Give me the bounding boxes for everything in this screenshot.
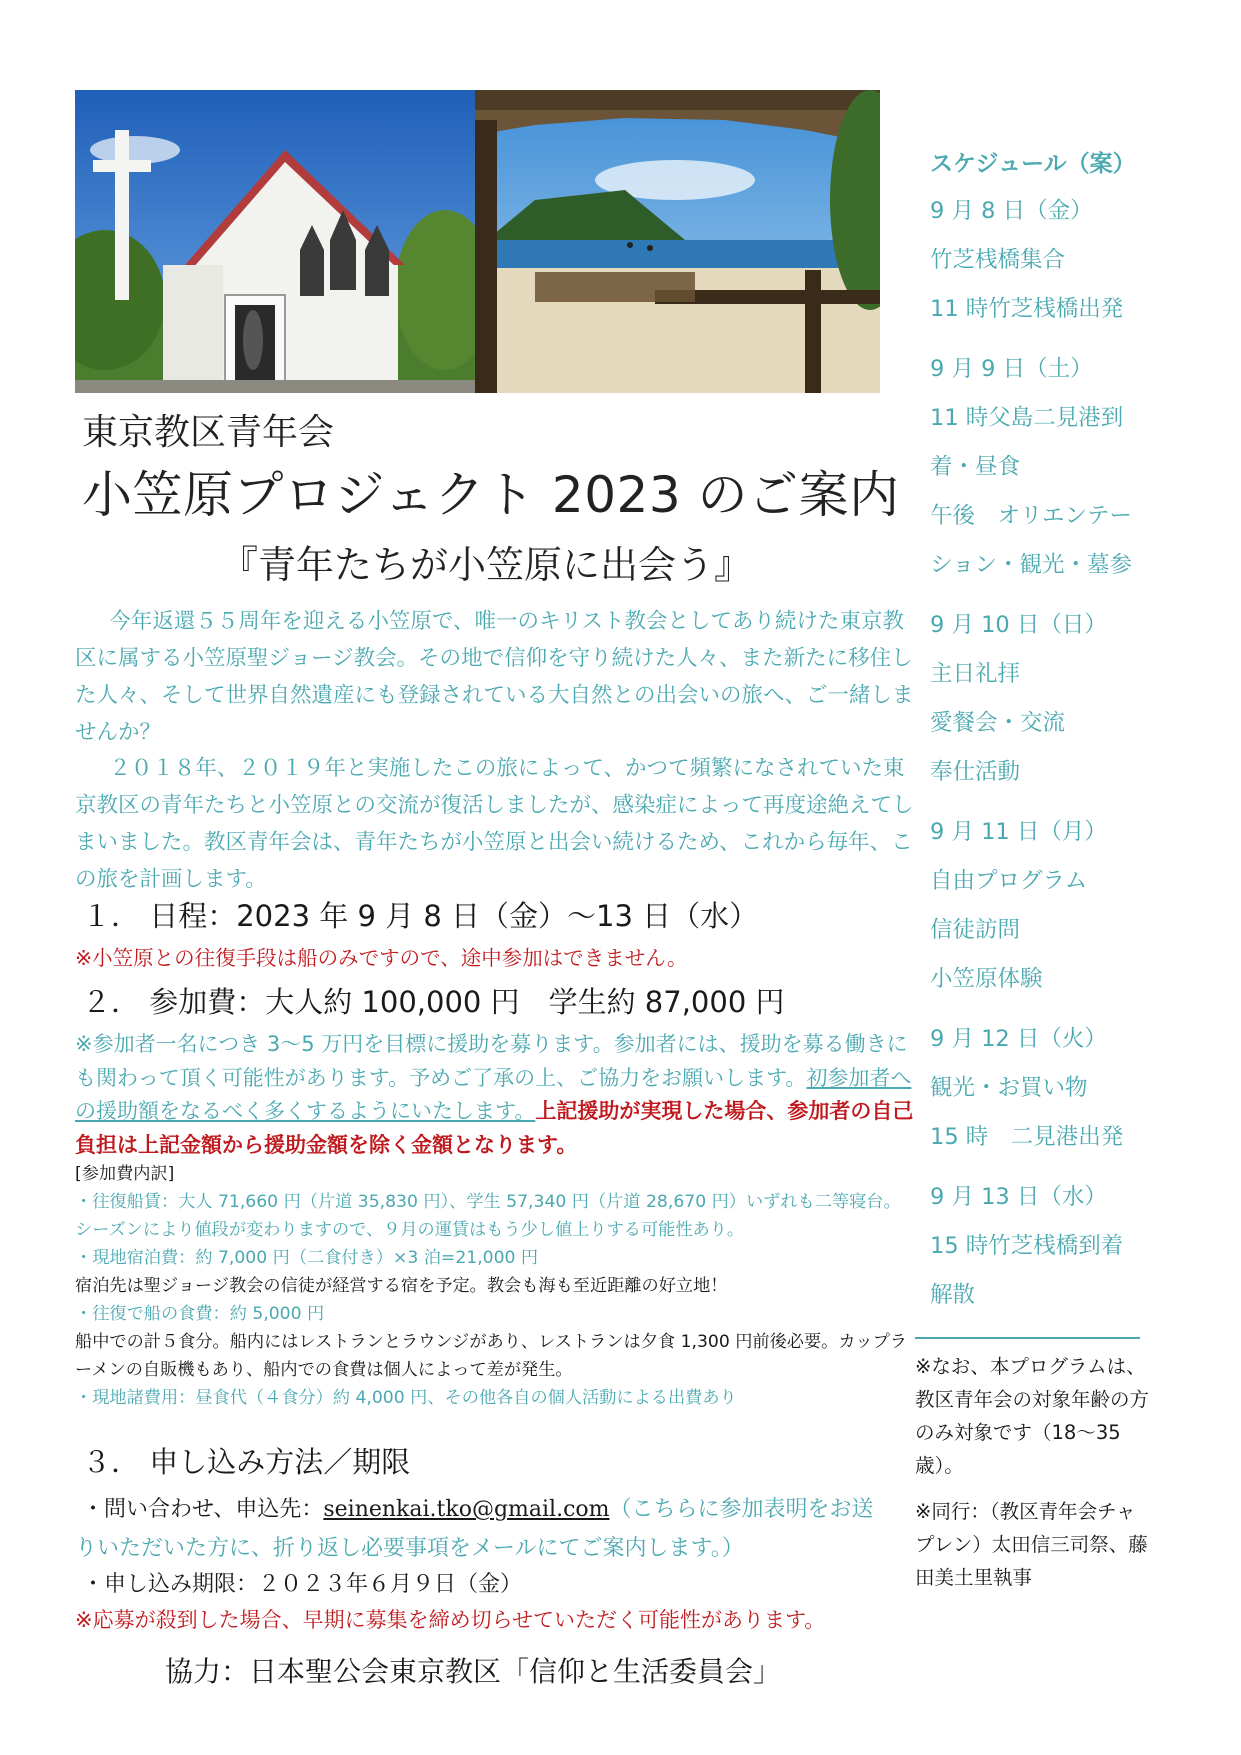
schedule-line: 自由プログラム (930, 868, 1088, 894)
breakdown-ship-meals-note: 船中での計５食分。船内にはレストランとラウンジがあり、レストランは夕食 1,300 円前後必要。カップラーメンの自販機もあり、船内での食費は個人によって差が発生。 (75, 1332, 907, 1380)
schedule-line: ション・観光・墓参 (930, 552, 1133, 578)
schedule-warning: ※小笠原との往復手段は船のみですので、途中参加はできません。 (75, 946, 688, 970)
schedule-title: スケジュール（案） (930, 151, 1136, 177)
schedule-line: 15 時 二見港出発 (930, 1124, 1124, 1150)
contact-email-link[interactable]: seinenkai.tko@gmail.com (323, 1497, 610, 1522)
contact-note-a: （こちらに参加表明をお送 (609, 1497, 874, 1522)
breakdown-misc: ・現地諸費用：昼食代（４食分）約 4,000 円、その他各自の個人活動による出費あり (75, 1388, 737, 1408)
sidebar-divider (915, 1337, 1140, 1339)
breakdown-ship-fare: ・往復船賃：大人 71,660 円（片道 35,830 円）、学生 57,340 円（片道 28,670 円）いずれも二等寝台。シーズンにより値段が変わりますので、９月の運賃はもう少し値上りする可能性あり。 (75, 1192, 901, 1240)
beach-photo (475, 90, 880, 393)
deadline-warning: ※応募が殺到した場合、早期に募集を締め切らせていただく可能性があります。 (75, 1608, 826, 1632)
schedule-line: 9 月 9 日（土） (930, 356, 1093, 382)
fee-support-note (75, 1028, 915, 1162)
schedule-line: 9 月 13 日（水） (930, 1184, 1107, 1210)
intro-paragraph-2: ２０１８年、２０１９年と実施したこの旅によって、かつて頻繁になされていた東京教区の青年たちと小笠原との交流が復活しましたが、感染症によって再度途絶えてしまいました。教区青年会は、青年たちが小笠原と出会い続けるため、これから毎年、この旅を計画します。 (75, 756, 914, 892)
section-fee-heading: ２． 参加費：大人約 100,000 円 学生約 87,000 円 (82, 985, 785, 1019)
breakdown-label: [参加費内訳] (75, 1164, 175, 1184)
breakdown-ship-meals: ・往復で船の食費：約 5,000 円 (75, 1304, 325, 1324)
schedule-line: 解散 (930, 1282, 976, 1308)
schedule-line: 観光・お買い物 (930, 1075, 1088, 1101)
schedule-line: 信徒訪問 (930, 917, 1021, 943)
page-subtitle: 『青年たちが小笠原に出会う』 (220, 543, 753, 587)
schedule-line: 午後 オリエンテー (930, 503, 1133, 529)
companion-note: ※同行：（教区青年会チャプレン）太田信三司祭、藤田美土里執事 (915, 1500, 1148, 1589)
section-application-heading: ３． 申し込み方法／期限 (82, 1445, 411, 1479)
breakdown-lodging-note: 宿泊先は聖ジョージ教会の信徒が経営する宿を予定。教会も海も至近距離の好立地！ (75, 1276, 728, 1296)
breakdown-lodging: ・現地宿泊費：約 7,000 円（二食付き）×3 泊=21,000 円 (75, 1248, 539, 1268)
schedule-line: 11 時父島二見港到 (930, 405, 1124, 431)
fee-support-bold: 上記援助が実現した場合、参加者の自己負担は上記金額から援助金額を除く金額となります。 (75, 1099, 914, 1157)
page-title: 小笠原プロジェクト 2023 のご案内 (82, 466, 900, 524)
schedule-line: 9 月 11 日（月） (930, 819, 1107, 845)
schedule-line: 主日礼拝 (930, 661, 1021, 687)
intro-paragraph-1: 今年返還５５周年を迎える小笠原で、唯一のキリスト教会としてあり続けた東京教区に属する小笠原聖ジョージ教会。その地で信仰を守り続けた人々、また新たに移住した人々、そして世界自然遺産にも登録されている大自然との出会いの旅へ、ご一緒しませんか？ (75, 609, 914, 745)
schedule-line: 竹芝桟橋集合 (930, 247, 1066, 273)
schedule-line: 15 時竹芝桟橋到着 (930, 1233, 1124, 1259)
fee-support-text: ※参加者一名につき 3～5 万円を目標に援助を募ります。参加者には、援助を募る働きにも関わって頂く可能性があります。予めご了承の上、ご協力をお願いします。 (75, 1032, 908, 1090)
schedule-line: 9 月 8 日（金） (930, 198, 1093, 224)
schedule-line: 9 月 12 日（火） (930, 1026, 1107, 1052)
organization-name: 東京教区青年会 (82, 412, 335, 453)
schedule-line: 小笠原体験 (930, 966, 1043, 992)
cooperation-credit: 協力：日本聖公会東京教区「信仰と生活委員会」 (165, 1655, 782, 1688)
schedule-line: 9 月 10 日（日） (930, 612, 1107, 638)
fee-support-underlined: 初参加者への援助額をなるべく多くするようにいたします。 (75, 1065, 912, 1123)
schedule-line: 11 時竹芝桟橋出発 (930, 296, 1124, 322)
application-deadline: ・申し込み期限：２０２３年６月９日（金） (82, 1572, 523, 1597)
contact-label: ・問い合わせ、申込先： (82, 1497, 324, 1522)
church-photo (75, 90, 475, 393)
section-schedule-heading: １． 日程：2023 年 9 月 8 日（金）～13 日（水） (82, 899, 759, 933)
schedule-line: 愛餐会・交流 (930, 710, 1066, 736)
schedule-line: 奉仕活動 (930, 759, 1021, 785)
contact-line (82, 1492, 874, 1523)
schedule-line: 着・昼食 (930, 454, 1021, 480)
contact-note-b: りいただいた方に、折り返し必要事項をメールにてご案内します。） (75, 1536, 744, 1561)
age-eligibility-note: ※なお、本プログラムは、教区青年会の対象年齢の方のみ対象です（18～35 歳）。 (915, 1355, 1150, 1477)
fee-breakdown (75, 1160, 915, 1412)
